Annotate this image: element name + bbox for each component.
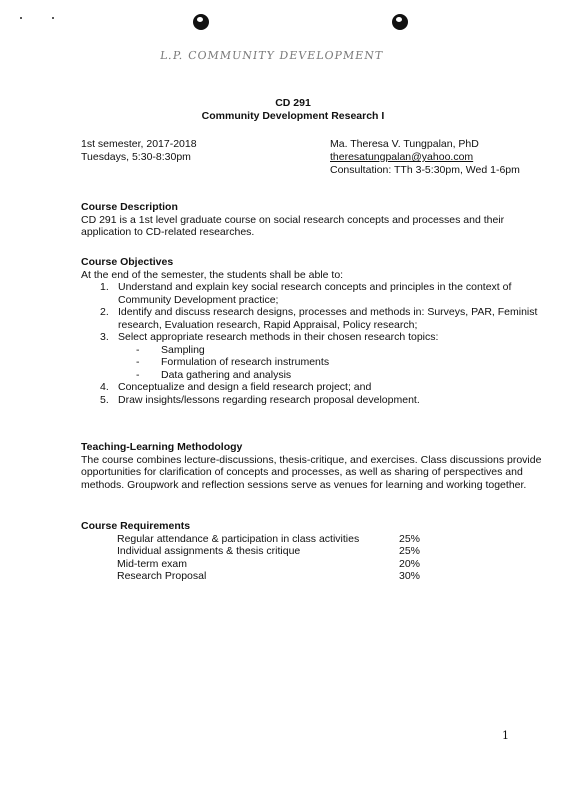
table-row	[81, 545, 420, 558]
section-heading: Course Description	[81, 201, 178, 213]
requirement-label: Mid-term exam	[117, 557, 188, 570]
scan-speck	[20, 17, 22, 19]
table-row	[81, 558, 420, 571]
objectives-intro: At the end of the semester, the students shall be able to:	[81, 268, 344, 281]
requirement-label: Individual assignments & thesis critique	[117, 545, 301, 557]
table-row	[81, 533, 420, 546]
list-item: - Formulation of research instruments	[136, 356, 330, 368]
description-line: CD 291 is a 1st level graduate course on social research concepts and processes and their	[81, 213, 505, 226]
course-requirements-section	[81, 520, 561, 583]
methodology-section	[81, 441, 561, 491]
list-item: 1. Understand and explain key social research concepts and principles in the context of Community Development practice;	[100, 281, 512, 306]
scan-speck	[52, 17, 54, 19]
list-item: 2. Identify and discuss research designs, processes and methods in: Surveys, PAR, Feminist research, Evaluation research, Rapid Appraisal, Policy research;	[100, 306, 538, 331]
consultation-hours: Consultation: TTh 3-5:30pm, Wed 1-6pm	[330, 164, 520, 176]
punch-hole-left	[193, 14, 209, 30]
list-item: - Sampling	[136, 343, 205, 356]
requirements-table	[81, 533, 420, 583]
requirement-percent: 25%	[399, 532, 421, 545]
page-number: 1	[502, 729, 509, 742]
table-row	[81, 570, 420, 583]
objectives-list-continued	[81, 381, 561, 406]
requirement-percent: 30%	[399, 570, 421, 582]
list-item: 3. Select appropriate research methods in their chosen research topics:	[100, 331, 439, 343]
list-item: 4. Conceptualize and design a field research project; and	[100, 381, 372, 393]
schedule: Tuesdays, 5:30-8:30pm	[81, 151, 191, 163]
requirement-percent: 20%	[399, 557, 421, 570]
sub-objectives-list	[81, 344, 561, 382]
methodology-line: methods. Groupwork and reflection sessions serve as venues for learning and working together.	[81, 478, 527, 491]
course-code: CD 291	[275, 97, 311, 109]
list-item: 5. Draw insights/lessons regarding research proposal development.	[100, 393, 420, 406]
instructor-email-link[interactable]: theresatungpalan@yahoo.com	[330, 151, 474, 163]
section-heading: Course Requirements	[81, 520, 191, 532]
methodology-line: The course combines lecture-discussions, thesis-critique, and exercises. Class discussions provide	[81, 453, 542, 466]
section-heading: Teaching-Learning Methodology	[81, 441, 243, 453]
methodology-line: opportunities for clarification of concepts and processes, as well as sharing of perspectives and	[81, 466, 523, 478]
course-objectives-section	[81, 256, 561, 406]
description-line: application to CD-related researches.	[81, 226, 255, 238]
course-title: Community Development Research I	[201, 110, 385, 122]
requirement-label: Research Proposal	[117, 570, 207, 582]
list-item: - Data gathering and analysis	[136, 368, 292, 381]
course-description-section	[81, 201, 561, 239]
semester: 1st semester, 2017-2018	[81, 138, 197, 150]
section-heading: Course Objectives	[81, 256, 174, 268]
punch-hole-right	[392, 14, 408, 30]
objectives-list	[81, 281, 561, 344]
instructor-name: Ma. Theresa V. Tungpalan, PhD	[330, 138, 479, 150]
requirement-label: Regular attendance & participation in class activities	[117, 532, 360, 545]
header-stamp: L.P. COMMUNITY DEVELOPMENT	[159, 49, 385, 62]
requirement-percent: 25%	[399, 545, 421, 557]
